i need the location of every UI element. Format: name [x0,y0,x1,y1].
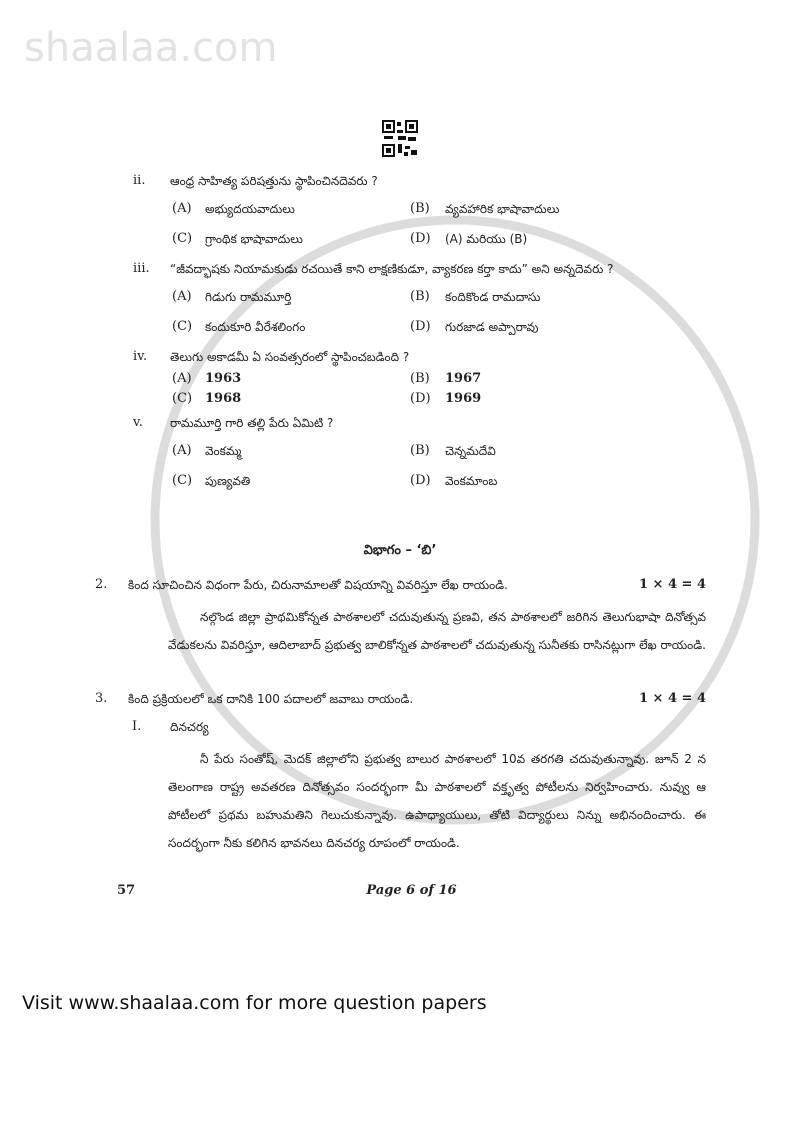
options-iv [172,369,706,409]
page-footer [117,881,706,901]
option-text: వెంకమ్మ [205,444,242,458]
question-iv [133,347,706,367]
marks: 1 × 4 = 4 [638,577,706,592]
question-text: తెలుగు అకాడమీ ఏ సంవత్సరంలో స్థాపించబడింది ? [170,350,410,364]
option-label: (A) [172,443,192,458]
question-number: iii. [133,261,150,276]
option-text: 1969 [445,391,482,406]
marks: 1 × 4 = 4 [638,691,706,706]
qr-code-icon [382,120,418,157]
question-number: v. [133,415,143,430]
option-label: (A) [172,371,192,386]
option-text: గ్రాంథిక భాషావాదులు [205,232,303,246]
option-text: అభ్యుదయవాదులు [205,202,295,216]
options-v [172,441,706,491]
shaalaa-banner-link[interactable]: Visit www.shaalaa.com for more question papers [22,992,487,1014]
option-label: (D) [410,391,431,406]
option-text: 1968 [205,391,242,406]
question-3 [95,689,706,709]
option-text: వ్యవహారిక భాషావాదులు [445,202,560,216]
sub-question-title: దినచర్య [170,720,209,734]
question-text: కింది ప్రక్రియలలో ఒక దానికి 100 పదాలలో జవాబు రాయండి. [128,692,414,706]
options-ii [172,199,706,249]
option-label: (D) [410,473,431,488]
section-heading: విభాగం – ‘బి’ [363,543,437,558]
sub-question-number: I. [132,719,142,734]
option-text: కందుకూరి వీరేశలింగం [205,320,306,334]
option-text: 1967 [445,371,482,386]
option-text: కందికొండ రామదాసు [445,290,541,304]
question-text: ఆంధ్ర సాహిత్య పరిషత్తును స్థాపించినదెవరు ? [170,174,378,188]
question-number: 2. [95,577,108,592]
paper-code: 57 [117,883,136,898]
option-label: (C) [172,319,193,334]
option-text: 1963 [205,371,242,386]
question-text: కింద సూచించిన విధంగా పేరు, చిరునామాలతో విషయాన్ని వివరిస్తూ లేఖ రాయండి. [128,578,508,592]
option-text: గురజాడ అప్పారావు [445,320,539,334]
option-label: (C) [172,473,193,488]
option-text: వెంకమాంబ [445,474,498,488]
question-number: 3. [95,691,108,706]
options-iii [172,287,706,337]
question-number: ii. [133,173,146,188]
option-text: పుణ్యవతి [205,474,251,488]
option-label: (B) [410,443,430,458]
option-label: (B) [410,371,430,386]
option-label: (A) [172,289,192,304]
question-2 [95,575,706,595]
option-label: (B) [410,201,430,216]
question-iii [133,259,706,279]
option-text: (A) మరియు (B) [445,232,528,246]
option-text: చెన్నమదేవి [445,444,496,458]
option-label: (D) [410,319,431,334]
option-label: (D) [410,231,431,246]
option-label: (A) [172,201,192,216]
question-paragraph: నీ పేరు సంతోష్, మెదక్ జిల్లాలోని ప్రభుత్వ బాలుర పాఠశాలలో 10వ తరగతి చదువుతున్నావు. జూన్ 2 న తెలంగాణ రాష్ట్ర అవతరణ దినోత్సవం సందర్భంగా మీ పాఠశాలలో వక్తృత్వ పోటీలను నిర్వహించారు. నువ్వు ఆ పోటీలలో ప్రథమ బహుమతిని గెలుచుకున్నావు. ఉపాధ్యాయులు, తోటి విద్యార్థులు నిన్ను అభినందించారు. ఈ సందర్భంగా నీకు కలిగిన భావనలు దినచర్య రూపంలో రాయండి. [168,752,706,850]
option-label: (C) [172,231,193,246]
question-v [133,413,706,433]
question-ii [133,171,706,191]
question-text: “జీవద్భాషకు నియామకుడు రచయితే కాని లాక్షణికుడూ, వ్యాకరణ కర్తా కాదు” అని అన్నదెవరు ? [170,262,614,276]
option-label: (C) [172,391,193,406]
question-number: iv. [133,349,148,364]
question-text: రామమూర్తి గారి తల్లి పేరు ఏమిటి ? [170,416,334,430]
question-paragraph: నల్గొండ జిల్లా ప్రాథమికోన్నత పాఠశాలలో చదువుతున్న ప్రణవి, తన పాఠశాలలో జరిగిన తెలుగుభాషా దినోత్సవ వేడుకలను వివరిస్తూ, ఆదిలాబాద్ ప్రభుత్వ బాలికోన్నత పాఠశాలలో చదువుతున్న సునీతకు రాసినట్లుగా లేఖ రాయండి. [168,610,706,652]
option-label: (B) [410,289,430,304]
watermark-text: shaalaa.com [24,25,278,71]
option-text: గిడుగు రామమూర్తి [205,290,292,304]
page-number: Page 6 of 16 [366,883,457,898]
sub-question [132,717,706,737]
